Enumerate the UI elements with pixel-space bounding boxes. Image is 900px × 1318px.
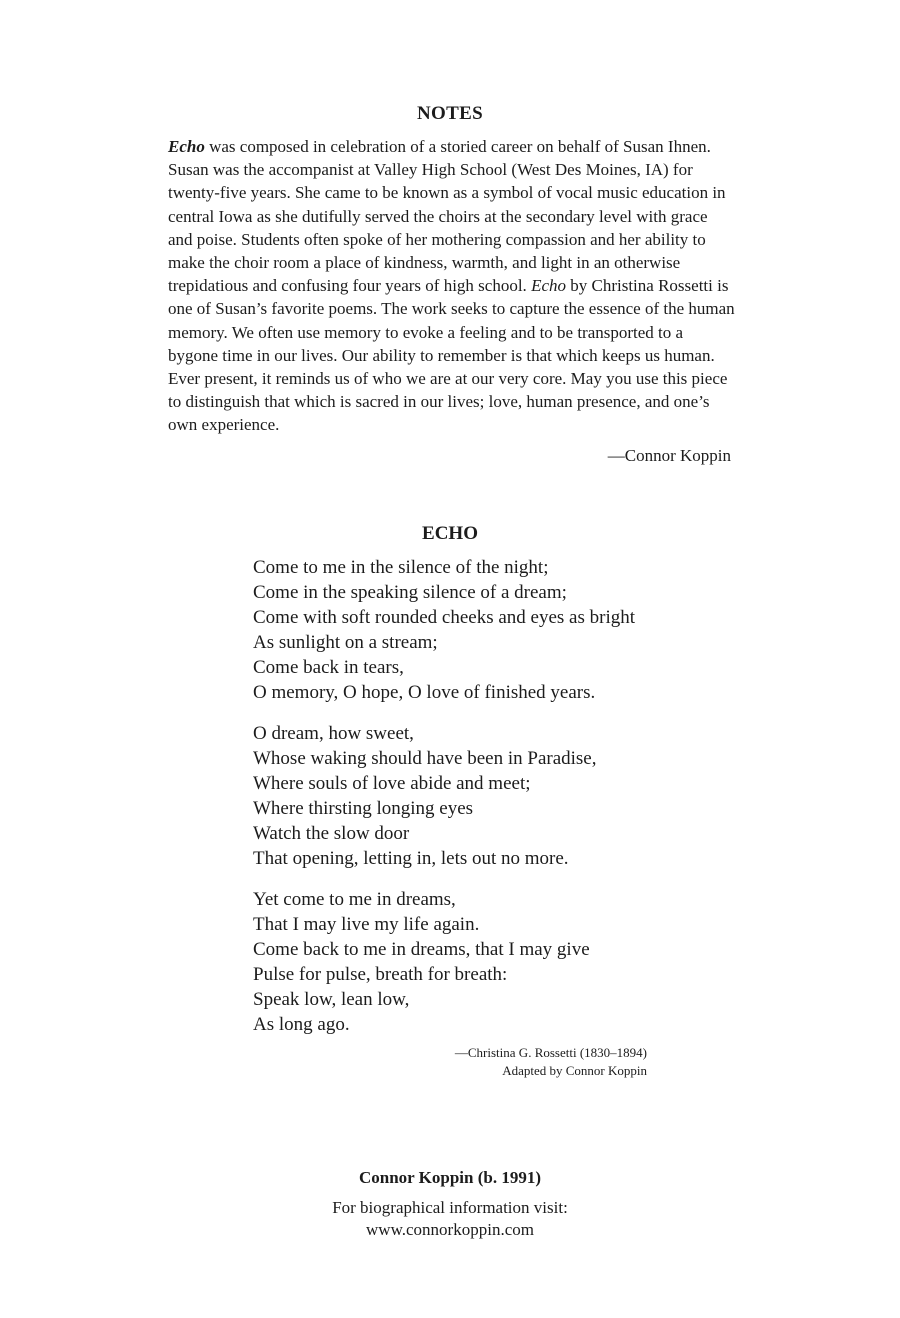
notes-text-part-1: was composed in celebration of a storied career on behalf of Susan Ihnen. Susan was the accompanist at Valley High School (West Des Moines, IA) for twenty-five years. She came to be known as a symbol of vocal music education in central Iowa as she dutifully served the choirs at the secondary level with grace and poise. Students often spoke of her mothering compassion and her ability to make the choir room a place of kindness, warmth, and light in an otherwise trepidatious and confusing four years of high school. [168,137,726,296]
poem-stanza-3 [253,887,713,1037]
composer-website: www.connorkoppin.com [366,1220,534,1239]
poem-line: Speak low, lean low, [253,989,410,1010]
poem-line: Where thirsting longing eyes [253,798,474,819]
poem-line: Come back in tears, [253,657,404,678]
poem-line: As long ago. [253,1014,350,1035]
notes-text-part-2: by Christina Rossetti is one of Susan’s favorite poems. The work seeks to capture the essence of the human memory. We often use memory to evoke a feeling and to be transported to a bygone time in our lives. Our ability to remember is that which keeps us human. Ever present, it reminds us of who we are at our very core. May you use this piece to distinguish that which is sacred in our lives; love, human presence, and one’s own experience. [168,276,735,435]
poem-author-credit: —Christina G. Rossetti (1830–1894) [454,1045,647,1060]
poem-line: O dream, how sweet, [253,723,414,744]
poem-body [253,555,713,1053]
bio-label: For biographical information visit: [332,1198,568,1217]
echo-title-italic: Echo [531,276,566,296]
poem-line: That opening, letting in, lets out no more. [253,848,569,869]
poem-line: Pulse for pulse, breath for breath: [253,964,508,985]
poem-line: Watch the slow door [253,823,410,844]
composer-name: Connor Koppin (b. 1991) [358,1168,541,1187]
poem-line: Come in the speaking silence of a dream; [253,582,567,603]
poem-attribution [300,1044,647,1079]
poem-line: That I may live my life again. [253,914,480,935]
poem-line: Whose waking should have been in Paradise, [253,748,597,769]
poem-title: ECHO [422,523,478,544]
notes-heading: NOTES [417,103,483,124]
poem-adaptation-credit: Adapted by Connor Koppin [502,1062,647,1078]
poem-line: Come back to me in dreams, that I may give [253,939,590,960]
poem-line: Yet come to me in dreams, [253,889,456,910]
poem-line: O memory, O hope, O love of finished years. [253,682,596,703]
poem-line: As sunlight on a stream; [253,632,438,653]
poem-line: Come with soft rounded cheeks and eyes as bright [253,607,636,628]
notes-paragraph [168,135,736,437]
echo-title-emphasis: Echo [168,137,205,156]
notes-signature: —Connor Koppin [607,446,731,465]
poem-line: Where souls of love abide and meet; [253,773,531,794]
poem-line: Come to me in the silence of the night; [253,557,549,578]
poem-stanza-1 [253,555,713,705]
poem-stanza-2 [253,721,713,871]
